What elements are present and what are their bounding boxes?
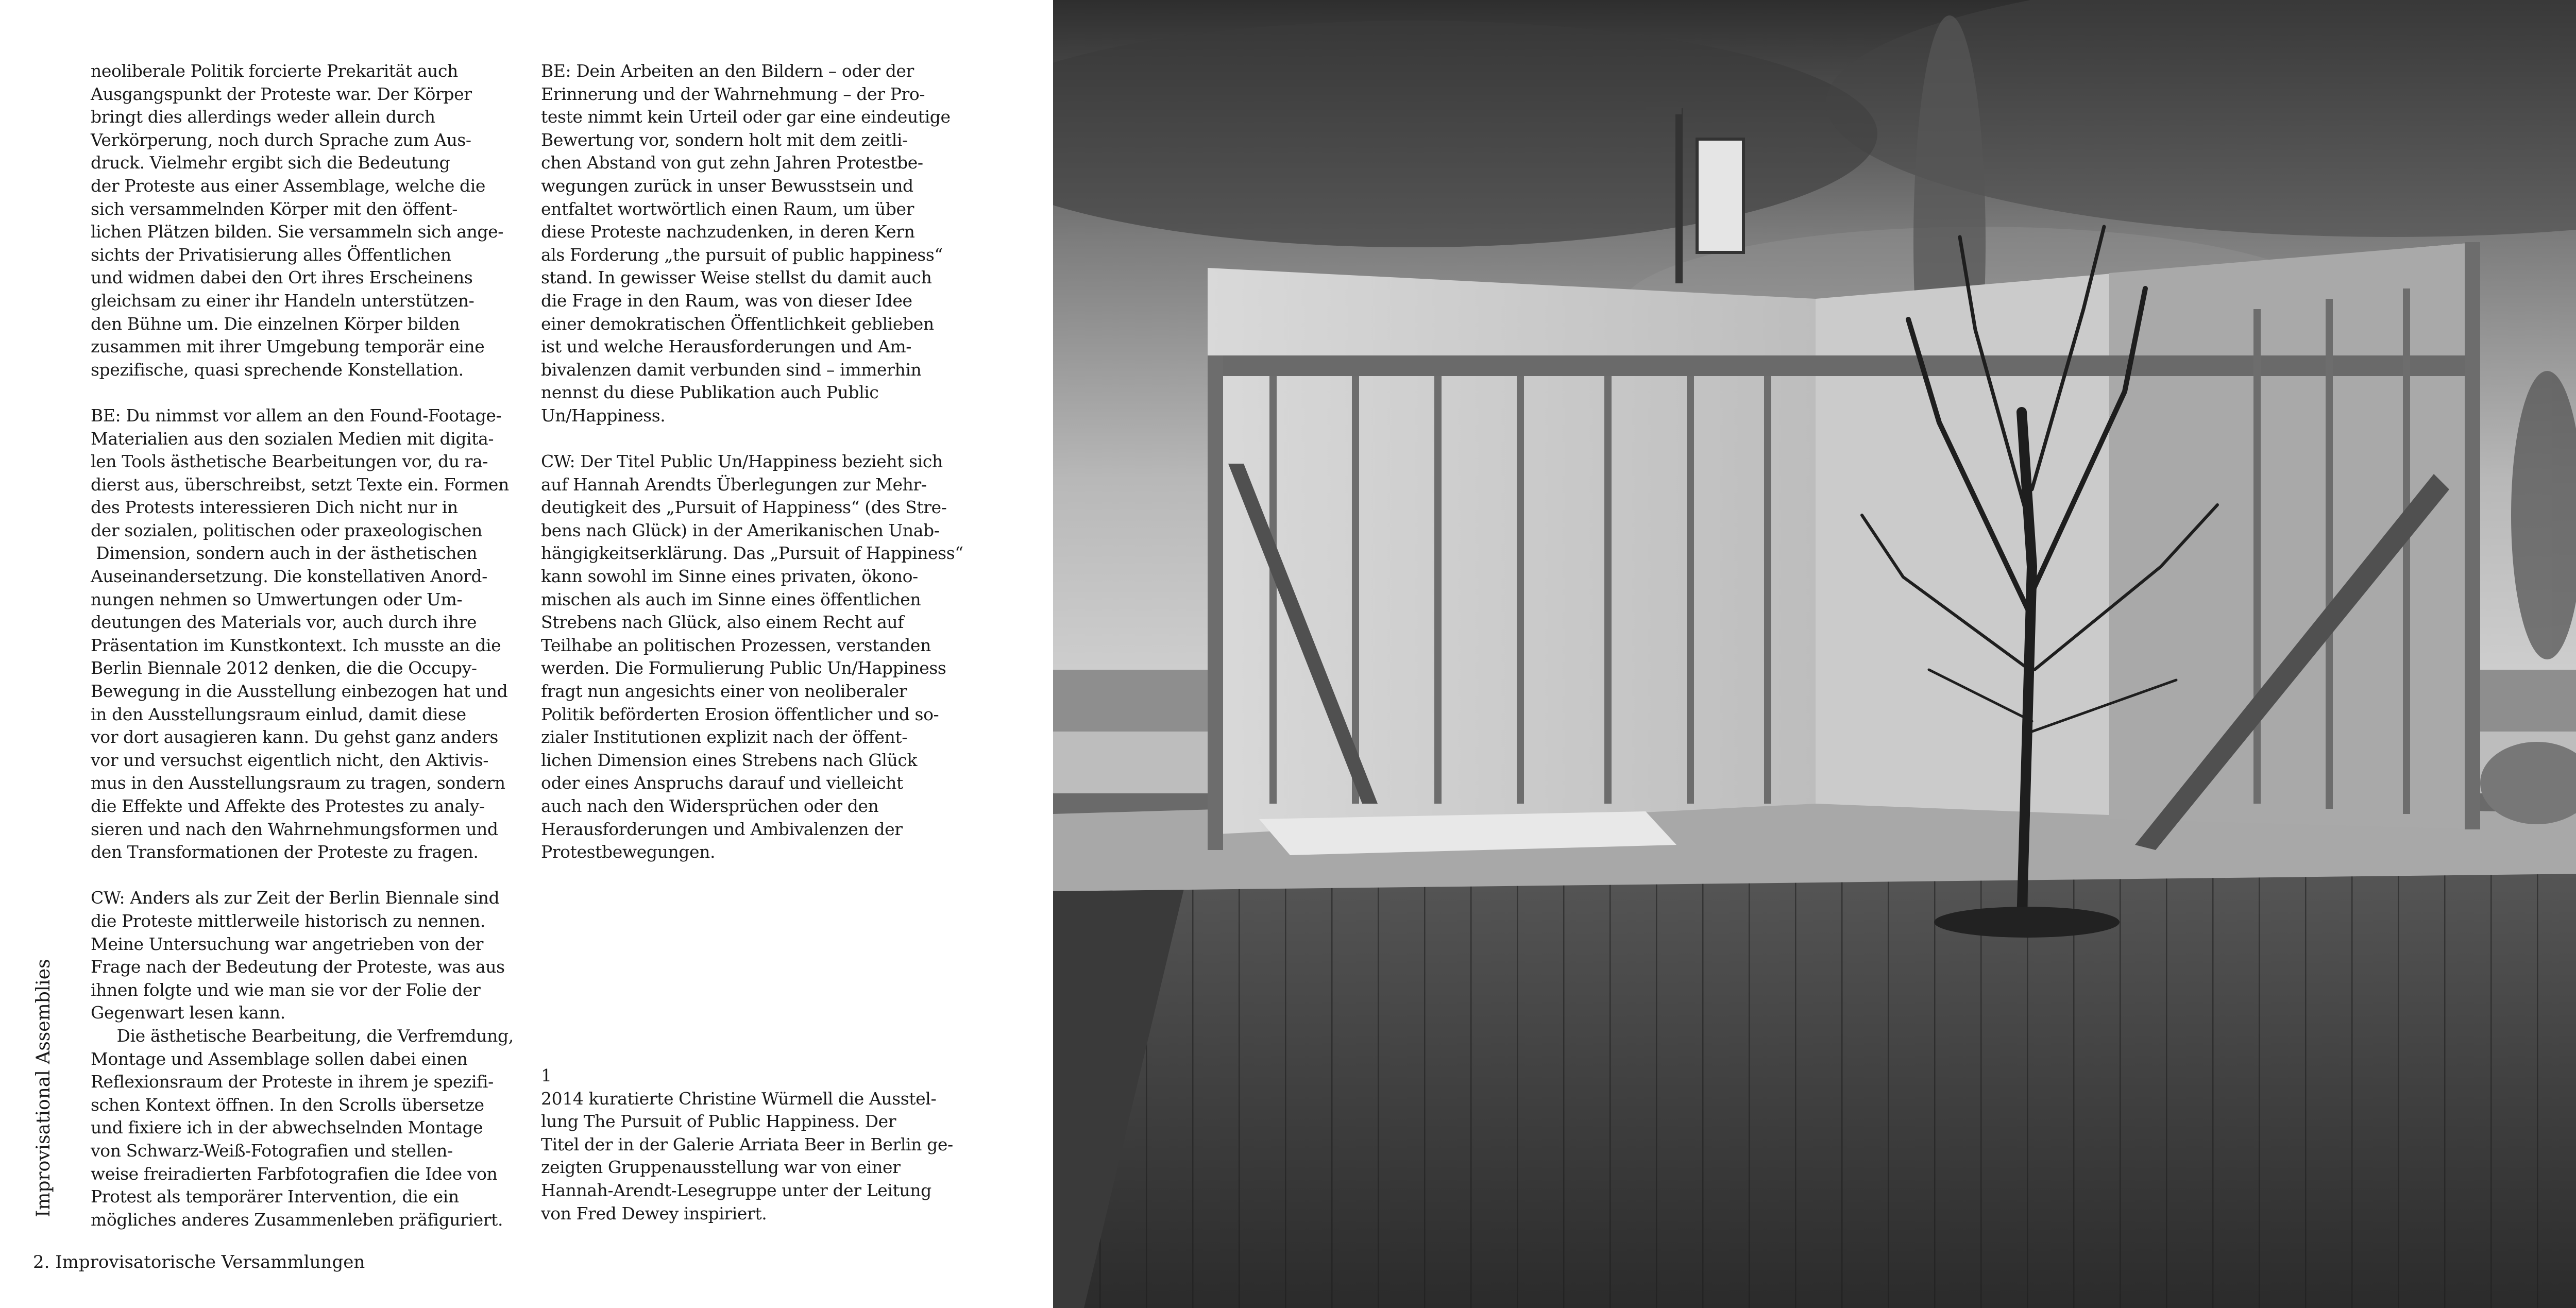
text-line: mus in den Ausstellungsraum zu tragen, sondern [91, 773, 505, 793]
text-line: einer demokratischen Öffentlichkeit geblieben [541, 313, 934, 334]
text-line: dierst aus, überschreibst, setzt Texte ein. Formen [91, 474, 509, 495]
text-line: len Tools ästhetische Bearbeitungen vor, du ra- [91, 451, 488, 472]
text-line: sichts der Privatisierung alles Öffentlichen [91, 244, 451, 265]
text-line: ist und welche Herausforderungen und Am- [541, 336, 911, 357]
chapter-folio: 2. Improvisatorische Versammlungen [33, 1252, 365, 1272]
text-line: Berlin Biennale 2012 denken, die die Occupy- [91, 658, 477, 678]
text-line: Protestbewegungen. [541, 842, 716, 862]
text-line: die Frage in den Raum, was von dieser Idee [541, 290, 912, 311]
text-line: deutigkeit des „Pursuit of Happiness“ (des Stre- [541, 497, 947, 518]
text-line: Verkörperung, noch durch Sprache zum Aus- [91, 129, 471, 150]
text-line: sich versammelnden Körper mit den öffent- [91, 198, 458, 219]
text-line: Montage und Assemblage sollen dabei einen [91, 1048, 468, 1069]
text-line: nennst du diese Publikation auch Public [541, 382, 879, 403]
text-line: auch nach den Widersprüchen oder den [541, 796, 879, 816]
footnote-number: 1 [541, 1065, 552, 1085]
left-page [0, 0, 1053, 1308]
text-line: von Schwarz-Weiß-Fotografien und stellen- [91, 1140, 453, 1161]
text-line: BE: Dein Arbeiten an den Bildern – oder der [541, 61, 914, 81]
text-line: Un/Happiness. [541, 405, 666, 426]
text-line: CW: Anders als zur Zeit der Berlin Biennale sind [91, 888, 500, 908]
text-line: deutungen des Materials vor, auch durch ihre [91, 612, 477, 633]
text-line: Herausforderungen und Ambivalenzen der [541, 819, 903, 839]
text-line: Materialien aus den sozialen Medien mit digita- [91, 428, 494, 449]
text-column-right [541, 60, 963, 864]
text-line: der sozialen, politischen oder praxeologischen [91, 520, 483, 540]
text-line: Bewertung vor, sondern holt mit dem zeitli- [541, 129, 908, 150]
text-line: bens nach Glück) in der Amerikanischen Unab- [541, 520, 940, 540]
text-line: CW: Der Titel Public Un/Happiness bezieht sich [541, 451, 943, 472]
running-head: Improvisational Assemblies [33, 959, 54, 1217]
footnote-line: Titel der in der Galerie Arriata Beer in Berlin ge- [541, 1134, 953, 1154]
text-line: auf Hannah Arendts Überlegungen zur Mehr- [541, 474, 927, 495]
text-line: den Bühne um. Die einzelnen Körper bilden [91, 313, 460, 334]
footnote-line: von Fred Dewey inspiriert. [541, 1203, 767, 1224]
text-line: Strebens nach Glück, also einem Recht auf [541, 612, 904, 633]
text-line: fragt nun angesichts einer von neoliberaler [541, 681, 907, 702]
photograph-wooden-wall-installation [1053, 0, 2576, 1308]
text-line: weise freiradierten Farbfotografien die Idee von [91, 1163, 498, 1184]
text-line: stand. In gewisser Weise stellst du damit auch [541, 267, 932, 288]
text-line: Gegenwart lesen kann. [91, 1003, 285, 1023]
text-line: druck. Vielmehr ergibt sich die Bedeutung [91, 152, 450, 173]
text-line: BE: Du nimmst vor allem an den Found-Footage- [91, 405, 502, 426]
text-line: diese Proteste nachzudenken, in deren Kern [541, 222, 915, 242]
text-line: Auseinandersetzung. Die konstellativen Anord- [91, 566, 487, 587]
text-line: Meine Untersuchung war angetrieben von der [91, 933, 483, 954]
text-line: sieren und nach den Wahrnehmungsformen und [91, 819, 498, 839]
text-line: mischen als auch im Sinne eines öffentlichen [541, 589, 921, 609]
text-line: bringt dies allerdings weder allein durch [91, 107, 435, 127]
text-line: gleichsam zu einer ihr Handeln unterstützen- [91, 290, 474, 311]
text-line: zialer Institutionen explizit nach der öffent- [541, 727, 907, 748]
text-line: Reflexionsraum der Proteste in ihrem je spezifi- [91, 1072, 494, 1092]
text-line: Frage nach der Bedeutung der Proteste, was aus [91, 957, 505, 977]
paragraph-gap [91, 381, 503, 404]
footnote-line: 2014 kuratierte Christine Würmell die Ausstel- [541, 1088, 937, 1109]
text-line: mögliches anderes Zusammenleben präfiguriert. [91, 1209, 503, 1230]
text-line: chen Abstand von gut zehn Jahren Protestbe- [541, 152, 923, 173]
text-line: entfaltet wortwörtlich einen Raum, um über [541, 198, 914, 219]
text-line: und fixiere ich in der abwechselnden Montage [91, 1117, 483, 1138]
text-line: in den Ausstellungsraum einlud, damit diese [91, 704, 466, 724]
text-line: Bewegung in die Ausstellung einbezogen hat und [91, 681, 508, 702]
text-line: der Proteste aus einer Assemblage, welche die [91, 175, 486, 196]
text-line: des Protests interessieren Dich nicht nur in [91, 497, 458, 518]
paragraph-gap [91, 864, 503, 887]
text-line: teste nimmt kein Urteil oder gar eine eindeutige [541, 107, 951, 127]
text-line: schen Kontext öffnen. In den Scrolls übersetze [91, 1094, 484, 1115]
text-line: ihnen folgte und wie man sie vor der Folie der [91, 979, 481, 1000]
footnote-line: Hannah-Arendt-Lesegruppe unter der Leitung [541, 1180, 931, 1200]
text-line: nungen nehmen so Umwertungen oder Um- [91, 589, 463, 609]
text-line: wegungen zurück in unser Bewusstsein und [541, 175, 913, 196]
text-line: zusammen mit ihrer Umgebung temporär eine [91, 336, 485, 357]
text-line: Die ästhetische Bearbeitung, die Verfremdung, [91, 1025, 514, 1046]
text-line: lichen Plätzen bilden. Sie versammeln sich ange- [91, 222, 503, 242]
text-line: hängigkeitserklärung. Das „Pursuit of Happiness“ [541, 543, 963, 564]
text-line: den Transformationen der Proteste zu fragen. [91, 842, 479, 862]
text-line: die Effekte und Affekte des Protestes zu analy- [91, 796, 485, 816]
text-line: Protest als temporärer Intervention, die ein [91, 1186, 459, 1207]
text-line: bivalenzen damit verbunden sind – immerhin [541, 359, 922, 380]
text-line: Erinnerung und der Wahrnehmung – der Pro- [541, 83, 925, 104]
text-line: Teilhabe an politischen Prozessen, verstanden [541, 635, 931, 655]
text-column-left [91, 60, 514, 1231]
text-line: Präsentation im Kunstkontext. Ich musste an die [91, 635, 501, 655]
text-line: Dimension, sondern auch in der ästhetischen [91, 543, 478, 564]
text-line: vor dort ausagieren kann. Du gehst ganz anders [91, 727, 498, 748]
text-line: werden. Die Formulierung Public Un/Happiness [541, 658, 946, 678]
text-line: als Forderung „the pursuit of public happiness“ [541, 244, 943, 265]
footnote-line: zeigten Gruppenausstellung war von einer [541, 1157, 901, 1178]
text-line: kann sowohl im Sinne eines privaten, ökono- [541, 566, 918, 587]
text-line: lichen Dimension eines Strebens nach Glück [541, 750, 918, 770]
paragraph-gap [541, 428, 953, 451]
text-line: Ausgangspunkt der Proteste war. Der Körper [91, 83, 472, 104]
footnote-line: lung The Pursuit of Public Happiness. Der [541, 1111, 896, 1132]
text-line: und widmen dabei den Ort ihres Erscheinens [91, 267, 473, 288]
text-line: die Proteste mittlerweile historisch zu nennen. [91, 910, 485, 931]
text-line: vor und versuchst eigentlich nicht, den Aktivis- [91, 750, 488, 770]
footnote [541, 1064, 953, 1225]
text-line: spezifische, quasi sprechende Konstellation. [91, 359, 464, 380]
text-line: neoliberale Politik forcierte Prekarität auch [91, 61, 458, 81]
text-line: Politik beförderten Erosion öffentlicher und so- [541, 704, 939, 724]
text-line: oder eines Anspruchs darauf und vielleicht [541, 773, 903, 793]
